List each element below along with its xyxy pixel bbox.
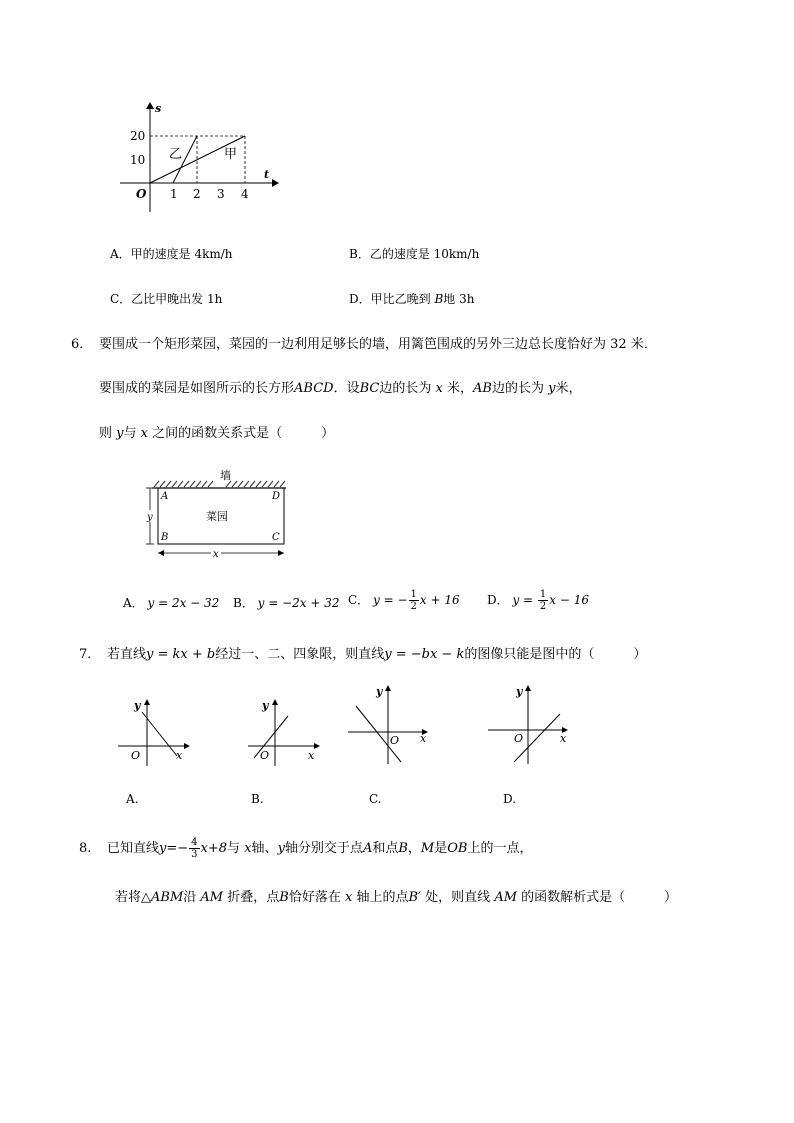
svg-text:O: O	[131, 749, 141, 762]
q6-number: 6．	[71, 337, 93, 352]
q7-graph-b	[242, 696, 324, 768]
q6-line2: 要围成的菜园是如图所示的长方形ABCD．设BC边的长为 x 米，AB边的长为 y米，	[99, 381, 582, 396]
q6-line1: 要围成一个矩形菜园，菜园的一边利用足够长的墙，用篱笆围成的另外三边总长度恰好为 32 米．	[99, 337, 657, 352]
q8-number: 8.	[79, 841, 92, 856]
y-tick-20: 20	[130, 129, 146, 143]
q6-line3: 则 y与 x 之间的函数关系式是（ ）	[99, 426, 335, 441]
q7-label-b: B.	[251, 792, 264, 806]
q5-option-d: D．甲比乙晚到 B地 3h	[349, 292, 475, 306]
t-axis-arrow	[272, 179, 279, 187]
q7-graph-c	[344, 682, 434, 768]
garden-figure	[140, 464, 300, 564]
garden-label: 菜园	[206, 510, 228, 523]
q8-line2: 若将△ABM沿 AM 折叠，点B恰好落在 x 轴上的点B′ 处，则直线 AM 的函数解析式是（ ）	[115, 890, 678, 905]
q8-line1: 已知直线y=− $\frac{4}{3}$ x+8与 x轴、y轴分别交于点A和点B，M是OB上的一点，	[107, 837, 533, 860]
q6-option-b: B． y = −2x + 32	[233, 596, 340, 610]
vertex-c: C	[272, 532, 280, 543]
svg-text:y: y	[516, 685, 523, 698]
s-axis-arrow	[146, 102, 154, 109]
svg-text:O: O	[390, 734, 400, 747]
s-axis-label: s	[155, 102, 162, 115]
q7-label-a: A.	[126, 792, 139, 806]
q6-option-d: D． y = $\frac{1}{2}$ x − 16	[487, 589, 590, 612]
svg-text:x: x	[560, 732, 567, 745]
wall-label: 墙	[220, 469, 231, 482]
svg-text:x: x	[308, 749, 315, 762]
label-yi: 乙	[169, 147, 183, 162]
vertex-b: B	[161, 532, 169, 543]
q7-label-d: D.	[503, 792, 517, 806]
vertex-a: A	[161, 491, 169, 502]
q7-number: 7．	[79, 647, 101, 662]
origin-label: O	[136, 187, 147, 201]
svg-text:y: y	[376, 685, 383, 698]
q7-label-c: C.	[369, 792, 382, 806]
svg-text:x: x	[176, 749, 183, 762]
svg-text:O: O	[260, 749, 270, 762]
vertex-d: D	[272, 491, 281, 502]
x-tick-3: 3	[217, 187, 225, 201]
svg-text:y: y	[134, 699, 141, 712]
q7-line-b	[254, 716, 288, 758]
q5-option-a: A．甲的速度是 4km/h	[110, 247, 233, 261]
q6-option-c: C． y = − $\frac{1}{2}$ x + 16	[348, 589, 460, 612]
x-tick-1: 1	[170, 187, 178, 201]
distance-time-graph	[112, 100, 282, 215]
x-dim-label: x	[213, 549, 219, 560]
t-axis-label: t	[264, 168, 270, 181]
q5-option-b: B．乙的速度是 10km/h	[349, 247, 480, 261]
q5-option-c: C．乙比甲晚出发 1h	[110, 292, 223, 306]
x-tick-4: 4	[241, 187, 249, 201]
x-tick-2: 2	[193, 187, 201, 201]
svg-text:O: O	[514, 732, 524, 745]
label-jia: 甲	[224, 147, 238, 162]
svg-text:x: x	[420, 732, 427, 745]
q6-option-a: A． y = 2x − 32	[123, 596, 220, 610]
svg-text:y: y	[262, 699, 269, 712]
y-dim-label: y	[147, 512, 153, 523]
q7-graph-a	[112, 696, 194, 768]
q7-graph-d	[484, 682, 574, 768]
y-tick-10: 10	[130, 153, 146, 167]
q7-text: 若直线y = kx + b经过一、二、四象限，则直线y = −bx − k的图像只能是图中的（ ）	[107, 647, 647, 662]
